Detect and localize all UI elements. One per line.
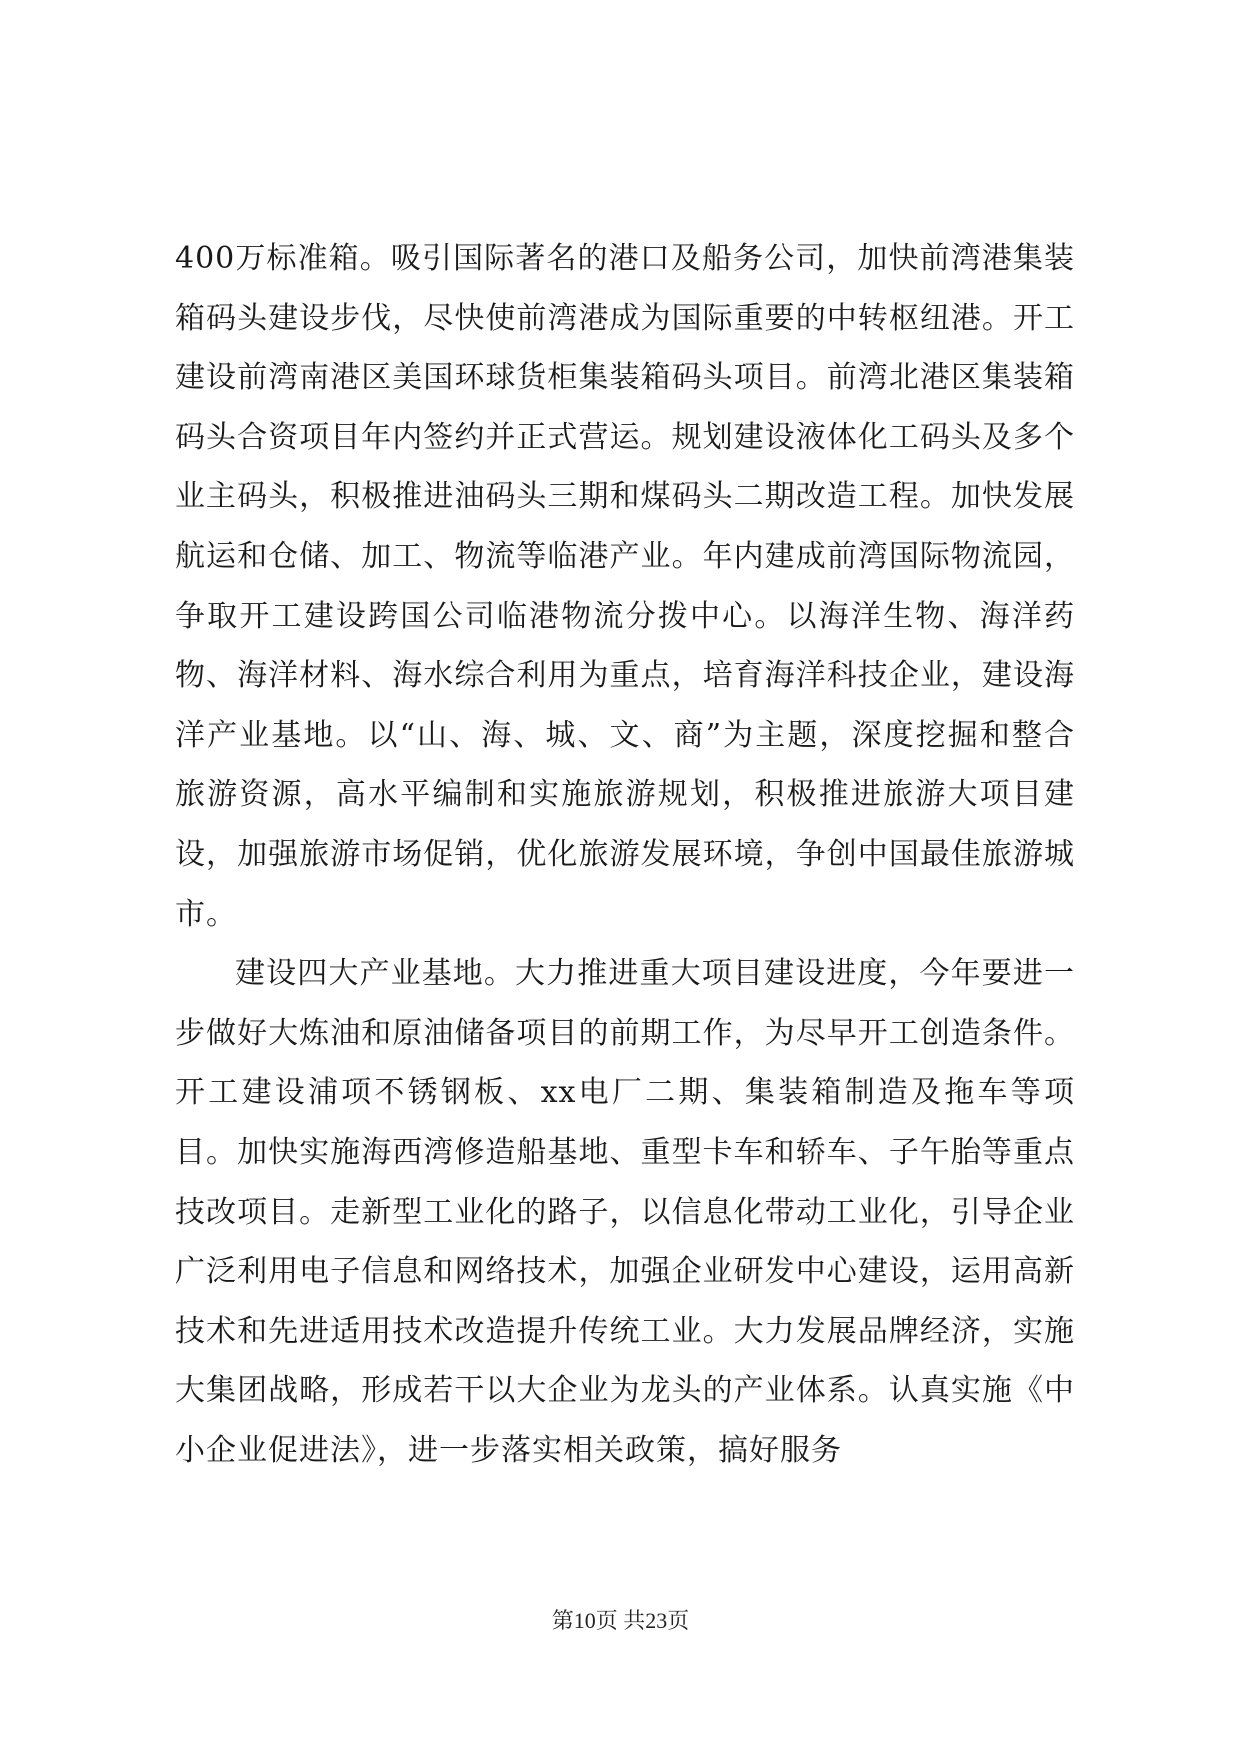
page-number-footer: 第10页 共23页 — [551, 1608, 690, 1633]
paragraph-industrial-bases: 建设四大产业基地。大力推进重大项目建设进度，今年要进一步做好大炼油和原油储备项目的前期工作，为尽早开工创造条件。开工建设浦项不锈钢板、xx电厂二期、集装箱制造及拖车等项目。加快实施海西湾修造船基地、重型卡车和轿车、子午胎等重点技改项目。走新型工业化的路子，以信息化带动工业化，引导企业广泛利用电子信息和网络技术，加强企业研发中心建设，运用高新技术和先进适用技术改造提升传统工业。大力发展品牌经济，实施大集团战略，形成若干以大企业为龙头的产业体系。认真实施《中小企业促进法》，进一步落实相关政策，搞好服务 — [175, 956, 1075, 1468]
paragraph-continued: 400万标准箱。吸引国际著名的港口及船务公司，加快前湾港集装箱码头建设步伐，尽快使前湾港成为国际重要的中转枢纽港。开工建设前湾南港区美国环球货柜集装箱码头项目。前湾北港区集装箱码头合资项目年内签约并正式营运。规划建设液体化工码头及多个业主码头，积极推进油码头三期和煤码头二期改造工程。加快发展航运和仓储、加工、物流等临港产业。年内建成前湾国际物流园，争取开工建设跨国公司临港物流分拨中心。以海洋生物、海洋药物、海洋材料、海水综合利用为重点，培育海洋科技企业，建设海洋产业基地。以“山、海、城、文、商”为主题，深度挖掘和整合旅游资源，高水平编制和实施旅游规划，积极推进旅游大项目建设，加强旅游市场促销，优化旅游发展环境，争创中国最佳旅游城市。 — [175, 241, 1075, 932]
document-body — [175, 229, 1075, 1480]
